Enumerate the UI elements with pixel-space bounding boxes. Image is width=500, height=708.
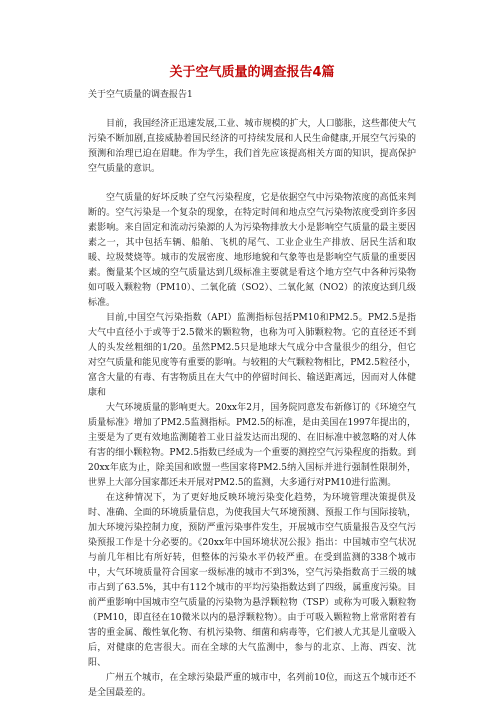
paragraph-air-quality: 空气质量的好坏反映了空气污染程度，它是依据空气中污染物浓度的高低来判断的。空气污染是一个复杂的现象，在特定时间和地点空气污染物浓度受到许多因素影响。来自固定和流动污染源的人为污染物排放大小是影响空气质量的最主要因素之一，其中包括车辆、船舶、飞机的尾气、工业企业生产排放、居民生活和取暖、垃圾焚烧等。城市的发展密度、地形地貌和气象等也是影响空气质量的重要因素。衡量某个区域的空气质量达到几级标准主要就是看这个地方空气中各种污染物如可吸入颗粒物（PM10）、二氧化硫（SO2）、二氧化氮（NO2）的浓度达到几级标准。 — [88, 193, 416, 308]
paragraph-intro: 目前，我国经济正迅速发展,工业、城市规模的扩大，人口膨胀，这些都使大气污染不断加剧,直接威胁着国民经济的可持续发展和人民生命健康,开展空气污染的预测和治理已迫在眉睫。作为学生，我们首先应该提高相关方面的知识，提高保护空气质量的意识。 — [88, 119, 416, 174]
paragraph-cities: 广州五个城市，在全球污染最严重的城市中，名列前10位，而这五个城市还不是全国最差的。 — [88, 673, 416, 698]
paragraph-api-index: 目前,中国空气污染指数（API）监测指标包括PM10和PM2.5。PM2.5是指大气中直径小于或等于2.5微米的颗粒物，也称为可入肺颗粒物。它的直径还不到人的头发丝粗细的1/20。虽然PM2.5只是地球大气成分中含量很少的组分，但它对空气质量和能见度等有重要的影响。与较粗的大气颗粒物相比，PM2.5粒径小，富含大量的有毒、有害物质且在大气中的停留时间长、输送距离远，因而对人体健康和 — [88, 313, 416, 398]
paragraph-standard: 大气环境质量的影响更大。20xx年2月，国务院同意发布新修订的《环境空气质量标准》增加了PM2.5监测指标。PM2.5的标准，是由美国在1997年提出的，主要是为了更有效地监测随着工业日益发达而出现的、在旧标准中被忽略的对人体有害的细小颗粒物。PM2.5指数已经成为一个重要的测控空气污染程度的指数。到20xx年底为止，除美国和欧盟一些国家将PM2.5纳入国标并进行强制性限制外，世界上大部分国家都还未开展对PM2.5的监测，大多通行对PM10进行监测。 — [88, 403, 416, 488]
paragraph-gap — [88, 177, 416, 191]
document-title: 关于空气质量的调查报告4篇 — [169, 65, 335, 80]
report-subtitle: 关于空气质量的调查报告1 — [88, 90, 193, 100]
paragraph-situation: 在这种情况下，为了更好地反映环境污染变化趋势，为环境管理决策提供及时、准确、全面的环境质量信息，为使我国大气环境预测、预报工作与国际接轨，加大环境污染控制力度，预防严重污染事件发生，开展城市空气质量报告及空气污染预报工作是十分必要的。《20xx年中国环境状况公报》指出：中国城市空气状况与前几年相比有所好转，但整体的污染水平仍较严重。在受到监测的338个城市中，大气环境质量符合国家一级标准的城市不到3%，空气污染指数高于三级的城市占到了63.5%，其中有112个城市的平均污染指数达到了四级，属重度污染。目前严重影响中国城市空气质量的污染物为悬浮颗粒物（TSP）或称为可吸入颗粒物（PM10，即直径在10微米以内的悬浮颗粒物）。由于可吸入颗粒物上常常附着有害的重金属、酸性氧化物、有机污染物、细菌和病毒等，它们被人尤其是儿童吸入后，对健康的危害很大。而在全球的大气监测中，参与的北京、上海、西安、沈阳、 — [88, 493, 416, 668]
